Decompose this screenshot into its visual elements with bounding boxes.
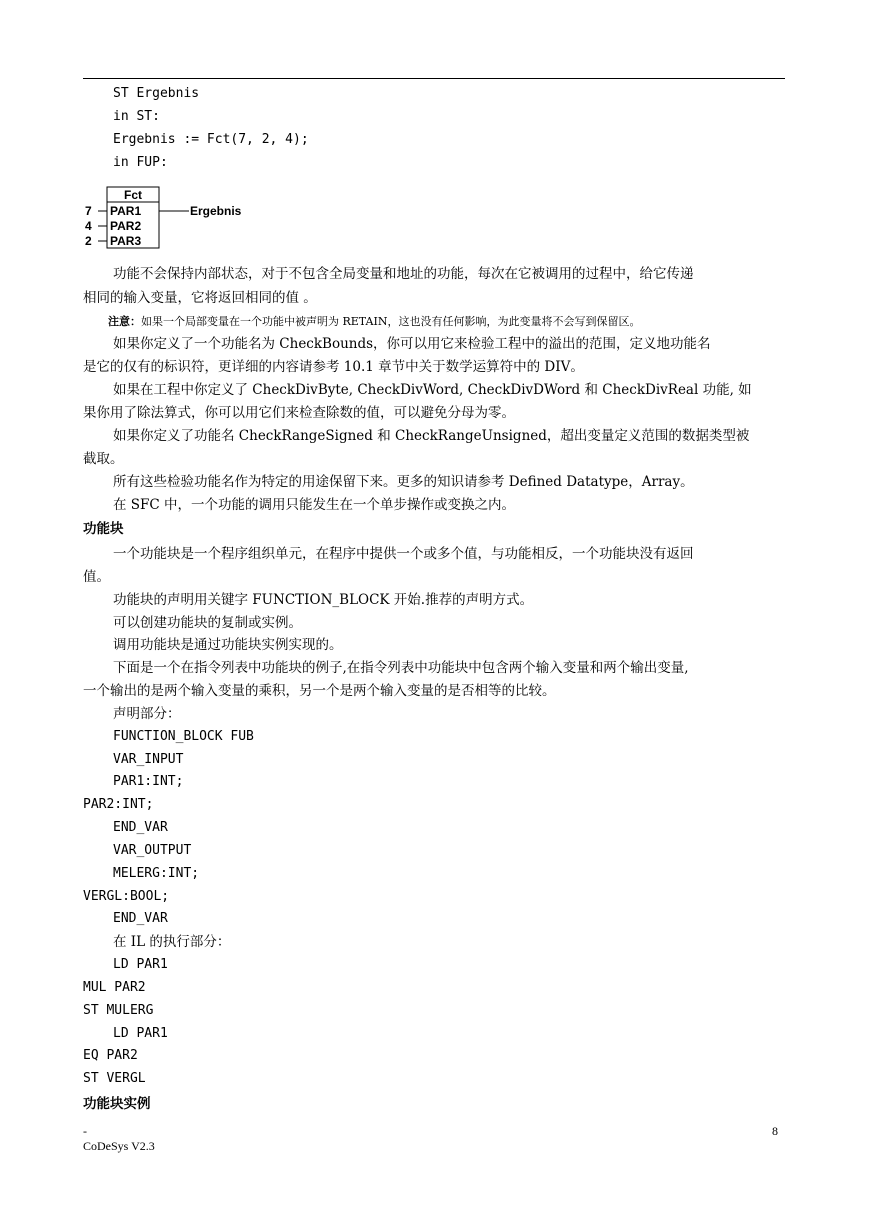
fup-input-param: PAR1: [110, 204, 142, 218]
paragraph-line: 所有这些检验功能名作为特定的用途保留下来。更多的知识请参考 Defined Datatype，Array。: [113, 474, 694, 490]
note-text: 如果一个局部变量在一个功能中被声明为 RETAIN，这也没有任何影响，为此变量将不会写到保留区。: [141, 315, 641, 328]
paragraph-line: 在 SFC 中，一个功能的调用只能发生在一个单步操作或变换之内。: [113, 497, 516, 513]
paragraph-line: 如果在工程中你定义了 CheckDivByte, CheckDivWord, CheckDivDWord 和 CheckDivReal 功能, 如: [113, 382, 752, 398]
paragraph-line: 可以创建功能块的复制或实例。: [113, 615, 302, 631]
note-label: 注意：: [108, 315, 141, 328]
fup-input-value: 7: [85, 204, 92, 218]
header-rule: [83, 78, 785, 79]
note: [108, 311, 808, 333]
code-line: ST VERGL: [83, 1071, 146, 1086]
code-line: END_VAR: [113, 911, 168, 926]
code-line: FUNCTION_BLOCK FUB: [113, 729, 254, 744]
code-line: in ST:: [113, 109, 160, 124]
paragraph-line: 在 IL 的执行部分：: [113, 934, 231, 950]
fup-output-label: Ergebnis: [190, 204, 242, 218]
paragraph-line: 调用功能块是通过功能块实例实现的。: [113, 637, 343, 653]
code-line: PAR1:INT;: [113, 774, 184, 789]
code-line: EQ PAR2: [83, 1048, 138, 1063]
code-line: END_VAR: [113, 820, 168, 835]
fup-input-value: 4: [85, 219, 92, 233]
code-line: in FUP:: [113, 155, 168, 170]
paragraph-line: 声明部分：: [113, 706, 181, 722]
paragraph-line: 如果你定义了一个功能名为 CheckBounds，你可以用它来检验工程中的溢出的范围，定义地功能名: [113, 336, 711, 352]
code-line: MUL PAR2: [83, 980, 146, 995]
code-line: LD PAR1: [113, 1026, 168, 1041]
fup-input-param: PAR2: [110, 219, 142, 233]
paragraph-line: 果你用了除法算式，你可以用它们来检查除数的值，可以避免分母为零。: [83, 405, 515, 421]
code-line: VAR_OUTPUT: [113, 843, 192, 858]
code-line: ST MULERG: [83, 1003, 154, 1018]
code-line: LD PAR1: [113, 957, 168, 972]
section-heading: 功能块实例: [83, 1096, 151, 1112]
fup-input-value: 2: [85, 234, 92, 248]
paragraph-line: 功能块的声明用关键字 FUNCTION_BLOCK 开始.推荐的声明方式。: [113, 592, 534, 608]
paragraph-line: 一个功能块是一个程序组织单元，在程序中提供一个或多个值，与功能相反，一个功能块没有返回: [113, 546, 694, 562]
paragraph-line: 下面是一个在指令列表中功能块的例子,在指令列表中功能块中包含两个输入变量和两个输出变量,: [113, 660, 689, 676]
paragraph-line: 是它的仅有的标识符，更详细的内容请参考 10.1 章节中关于数学运算符中的 DIV。: [83, 359, 584, 375]
fup-diagram: [83, 184, 263, 252]
fup-input-param: PAR3: [110, 234, 142, 248]
fup-block-name: Fct: [124, 188, 142, 202]
paragraph-line: 值。: [83, 569, 110, 585]
code-line: MELERG:INT;: [113, 866, 200, 881]
code-line: PAR2:INT;: [83, 797, 154, 812]
code-line: ST Ergebnis: [113, 86, 200, 101]
code-line: VERGL:BOOL;: [83, 889, 170, 904]
section-heading: 功能块: [83, 521, 124, 537]
paragraph-line: 如果你定义了功能名 CheckRangeSigned 和 CheckRangeUnsigned，超出变量定义范围的数据类型被: [113, 428, 750, 444]
page-number: 8: [772, 1124, 778, 1138]
paragraph-line: 相同的输入变量，它将返回相同的值 。: [83, 290, 317, 306]
paragraph-line: 一个输出的是两个输入变量的乘积，另一个是两个输入变量的是否相等的比较。: [83, 683, 556, 699]
paragraph-line: 截取。: [83, 451, 124, 467]
paragraph-line: 功能不会保持内部状态，对于不包含全局变量和地址的功能，每次在它被调用的过程中，给它传递: [113, 266, 694, 282]
code-line: VAR_INPUT: [113, 752, 184, 767]
code-line: Ergebnis := Fct(7, 2, 4);: [113, 132, 309, 147]
footer-product: CoDeSys V2.3: [83, 1139, 155, 1153]
footer-dash: -: [83, 1124, 87, 1138]
